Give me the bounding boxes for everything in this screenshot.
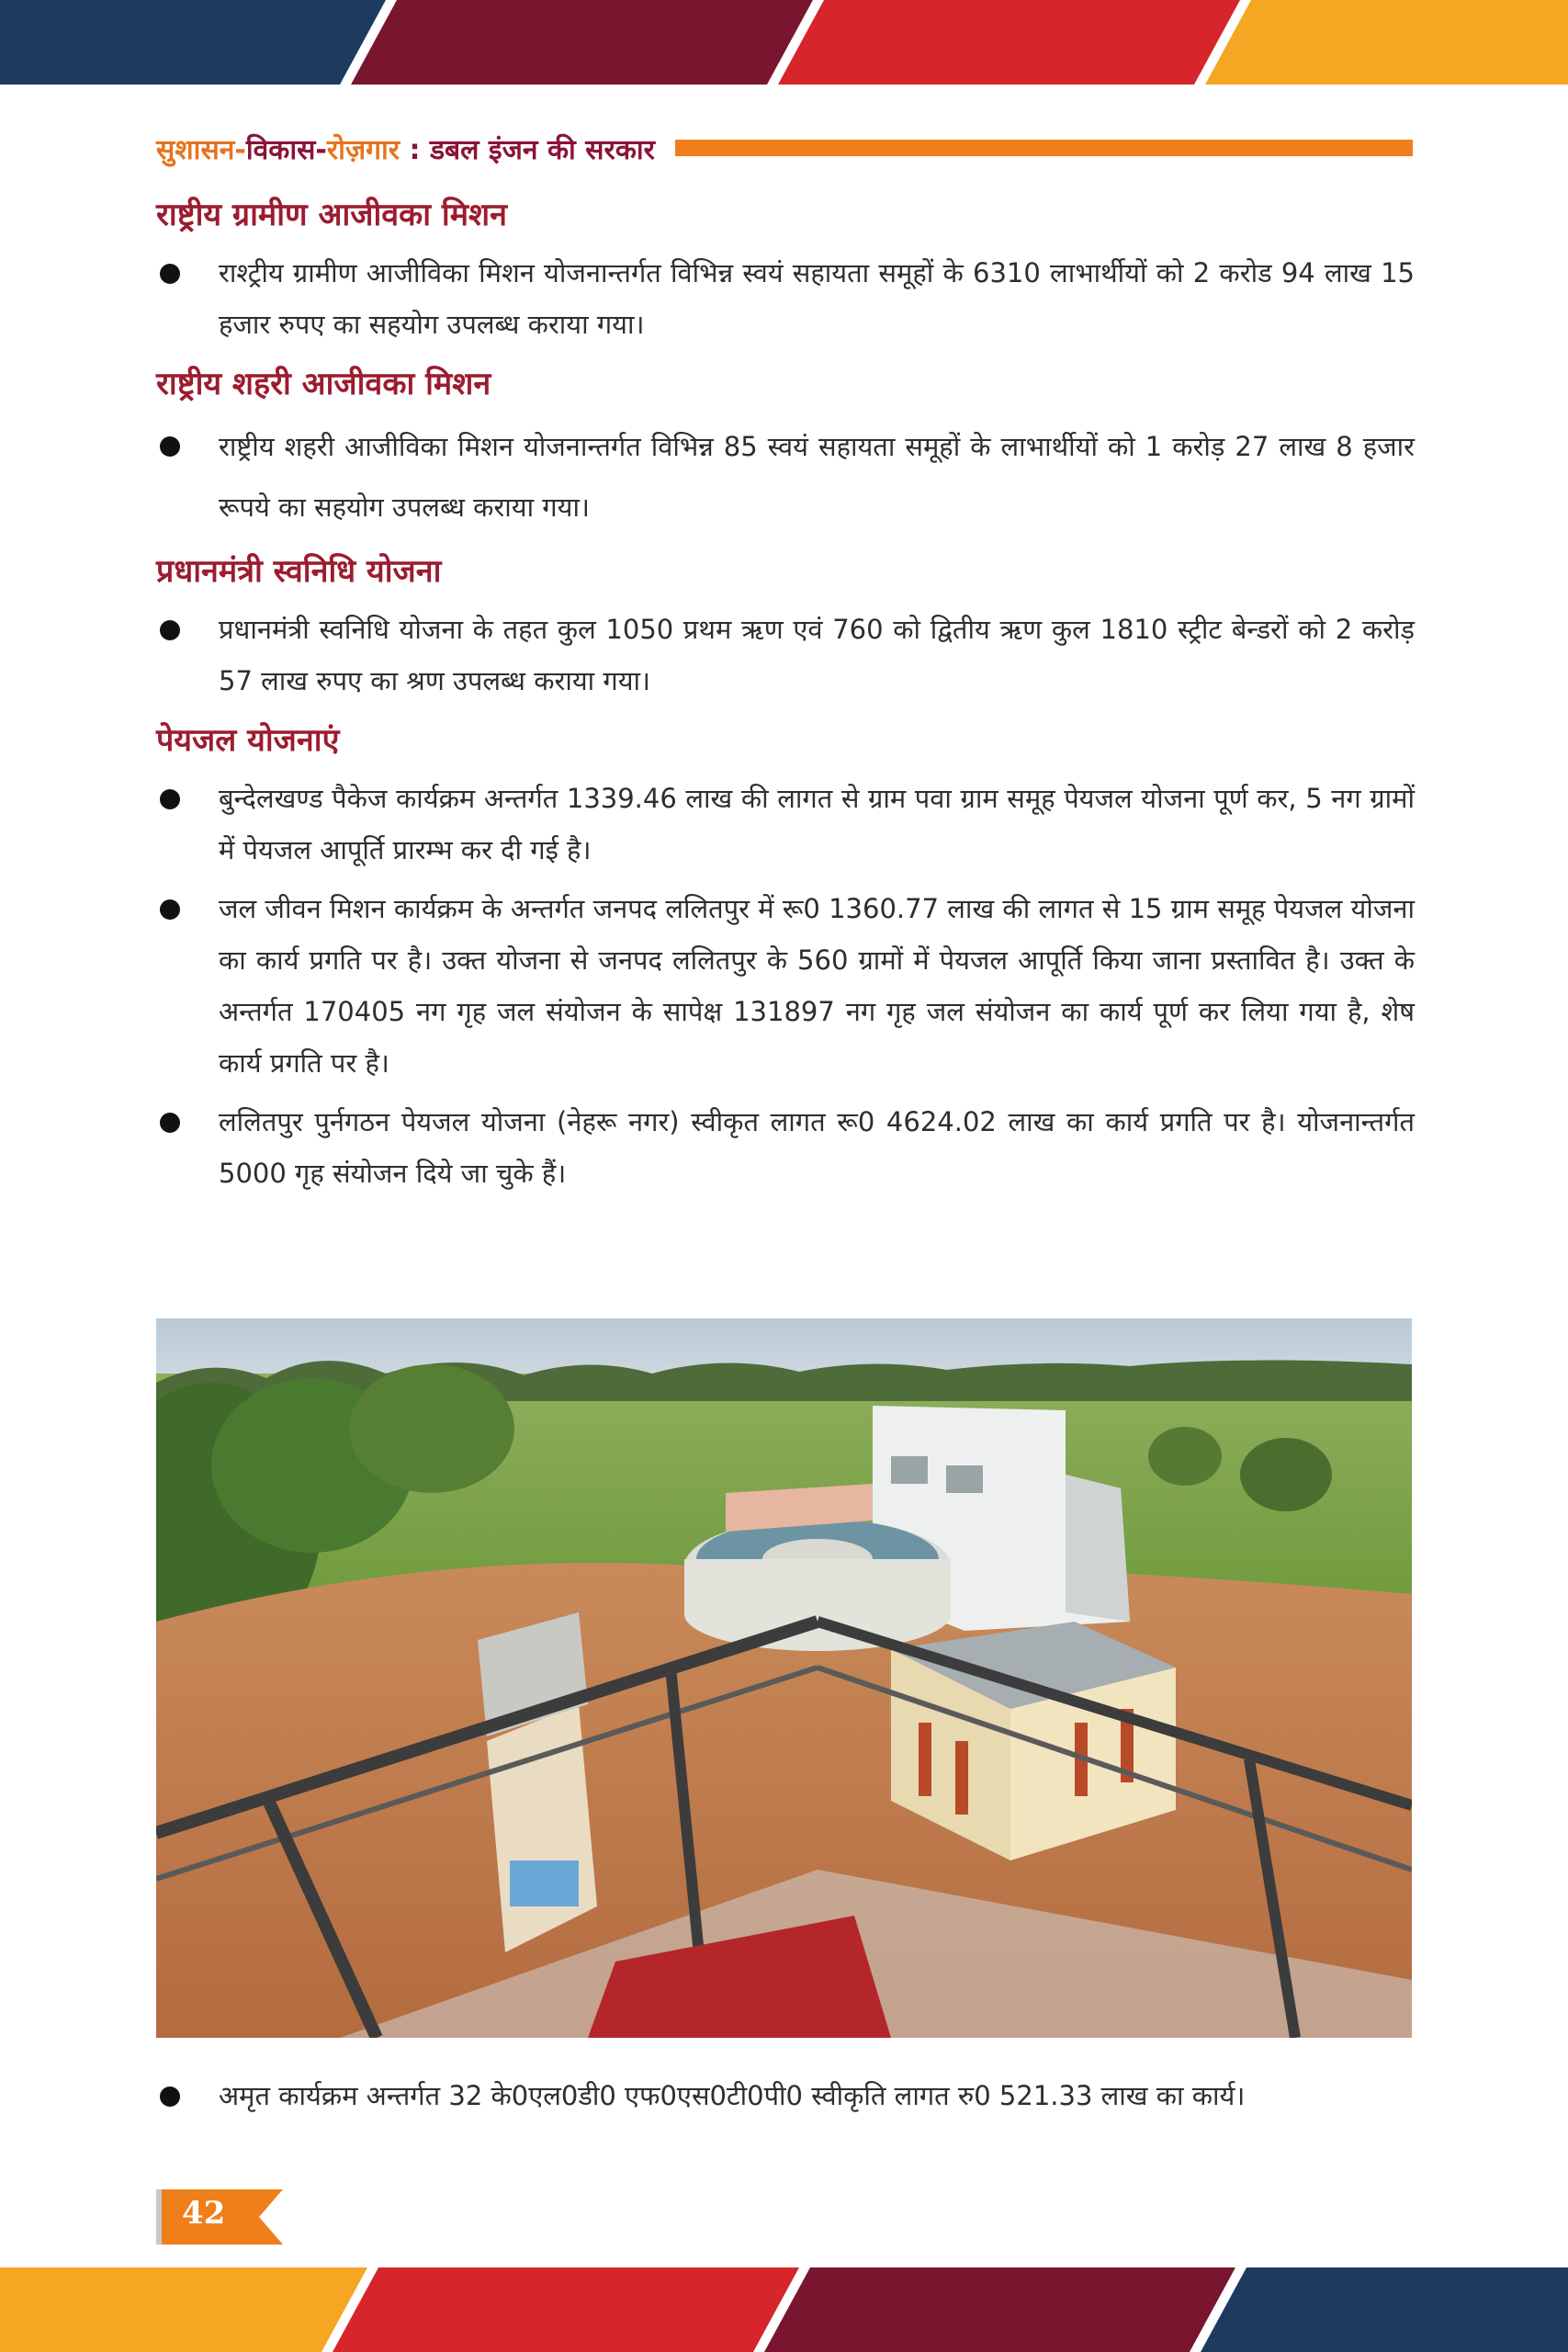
list-item [156,773,1415,876]
section-heading-drinking-water: पेयजल योजनाएं [156,722,340,759]
bullet-text: राष्ट्रीय शहरी आजीविका मिशन योजनान्तर्गत विभिन्न 85 स्वयं सहायता समूहों के लाभार्थीयों को 1 करोड़ 27 लाख 8 हजार रूपये का सहयोग उपलब्ध कराया गया। [219,431,1415,523]
header-word-1: सुशासन- [156,133,246,166]
bullet-text: जल जीवन मिशन कार्यक्रम के अन्तर्गत जनपद ललितपुर में रू0 1360.77 लाख की लागत से 15 ग्राम समूह पेयजल योजना का कार्य प्रगति पर है। उक्त योजना से जनपद ललितपुर के 560 ग्रामों में पेयजल आपूर्ति किया जाना प्रस्तावित है। उक्त के अन्तर्गत 170405 नग गृह जल संयोजन के सापेक्ष 131897 नग गृह जल संयोजन का कार्य पूर्ण कर लिया गया है, शेष कार्य प्रगति पर है। [219,893,1415,1079]
page-number-tab [156,2189,285,2245]
list-item [156,2070,1415,2121]
bullet-dot-icon [160,436,180,457]
list-item [156,883,1415,1089]
running-header [156,127,1413,169]
list-item [156,1096,1415,1199]
bullet-text: बुन्देलखण्ड पैकेज कार्यक्रम अन्तर्गत 1339.46 लाख की लागत से ग्राम पवा ग्राम समूह पेयजल योजना पूर्ण कर, 5 नग ग्रामों में पेयजल आपूर्ति प्रारम्भ कर दी गई है। [219,783,1415,865]
list-item [156,604,1415,707]
page-number: 42 [182,2195,226,2232]
header-word-2: विकास- [245,133,327,166]
after-photo-list [156,2070,1415,2121]
section-heading-urban-livelihood: राष्ट्रीय शहरी आजीवका मिशन [156,366,491,402]
list-item [156,416,1415,537]
top-color-band [0,0,1568,85]
bullet-dot-icon [160,264,180,284]
bullet-dot-icon [160,789,180,809]
bullet-text: ललितपुर पुर्नगठन पेयजल योजना (नेहरू नगर) स्वीकृत लागत रू0 4624.02 लाख का कार्य प्रगति पर है। योजनान्तर्गत 5000 गृह संयोजन दिये जा चुके हैं। [219,1106,1415,1189]
bullet-dot-icon [160,620,180,640]
header-rule [675,140,1413,156]
header-word-4: : डबल इंजन की सरकार [400,133,655,166]
list-item [156,247,1415,350]
main-content [156,188,1415,1206]
running-header-text [156,130,655,167]
bullet-dot-icon [160,2086,180,2107]
bullet-dot-icon [160,899,180,920]
water-treatment-plant-photo [156,1318,1412,2038]
bullet-text: राश्ट्रीय ग्रामीण आजीविका मिशन योजनान्तर्गत विभिन्न स्वयं सहायता समूहों के 6310 लाभार्थीयों को 2 करोड 94 लाख 15 हजार रुपए का सहयोग उपलब्ध कराया गया। [219,257,1415,340]
section-heading-rural-livelihood: राष्ट्रीय ग्रामीण आजीवका मिशन [156,197,508,233]
bullet-dot-icon [160,1113,180,1133]
bullet-text: प्रधानमंत्री स्वनिधि योजना के तहत कुल 1050 प्रथम ऋण एवं 760 को द्वितीय ऋण कुल 1810 स्ट्रीट बेन्डरों को 2 करोड़ 57 लाख रुपए का श्रण उपलब्ध कराया गया। [219,614,1415,696]
bullet-text: अमृत कार्यक्रम अन्तर्गत 32 के0एल0डी0 एफ0एस0टी0पी0 स्वीकृति लागत रु0 521.33 लाख का कार्य। [219,2080,1246,2111]
section-heading-svanidhi: प्रधानमंत्री स्वनिधि योजना [156,553,442,590]
header-word-3: रोज़गार [326,133,400,166]
bottom-color-band [0,2267,1568,2352]
